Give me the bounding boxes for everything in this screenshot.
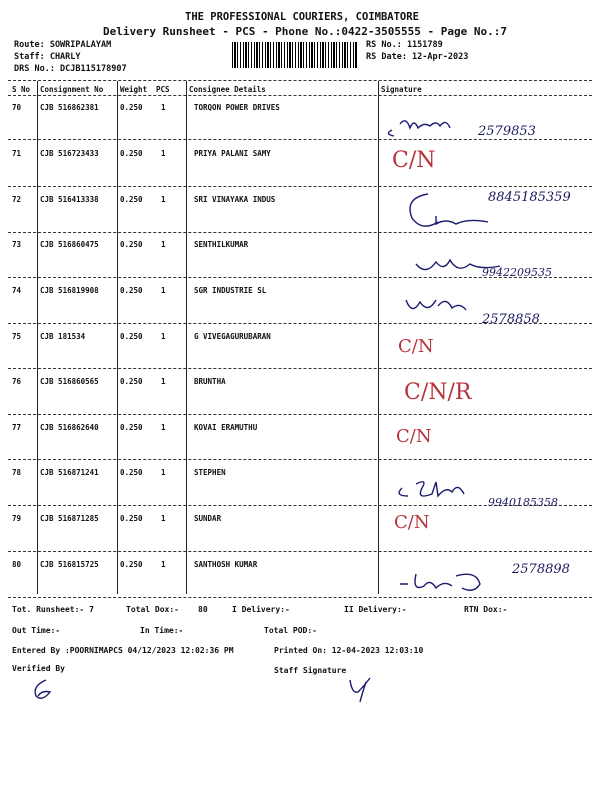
staff-signature: Staff Signature (274, 666, 347, 675)
row-pcs: 1 (161, 377, 166, 386)
total-dox-value: 80 (198, 605, 208, 614)
row-consignee: PRIYA PALANI SAMY (194, 149, 271, 158)
row-sno: 80 (12, 560, 22, 569)
row-consignee: TORQON POWER DRIVES (194, 103, 280, 112)
col-weight: Weight (120, 85, 148, 94)
row-consignment: CJB 516871285 (40, 514, 99, 523)
in-time: In Time:- (140, 626, 184, 635)
row-pcs: 1 (161, 286, 166, 295)
row-consignee: SENTHILKUMAR (194, 240, 249, 249)
row-consignee: SANTHOSH KUMAR (194, 560, 258, 569)
tot-runsheet: Tot. Runsheet:- 7 (12, 605, 94, 614)
row-sno: 70 (12, 103, 22, 112)
rtn-dox: RTN Dox:- (464, 605, 508, 614)
row-consignee: SUNDAR (194, 514, 222, 523)
company-title: THE PROFESSIONAL COURIERS, COIMBATORE (185, 11, 419, 23)
handwritten-phone-72: 8845185359 (488, 190, 571, 205)
row-sno: 79 (12, 514, 22, 523)
row-weight: 0.250 (120, 514, 143, 523)
handwritten-phone-78: 9940185358 (488, 496, 558, 509)
handwritten-cin-71: C/N (392, 148, 436, 173)
row-pcs: 1 (161, 423, 166, 432)
col-consignment: Consignment No (40, 85, 104, 94)
row-sno: 78 (12, 468, 22, 477)
row-sno: 71 (12, 149, 22, 158)
handwritten-phone-70: 2579853 (478, 124, 536, 139)
drs-number: DRS No.: DCJB115178907 (14, 64, 127, 74)
col-pcs: PCS (156, 85, 170, 94)
staff: Staff: CHARLY (14, 52, 81, 62)
row-consignment: CJB 516871241 (40, 468, 99, 477)
row-weight: 0.250 (120, 377, 143, 386)
row-consignment: CJB 516723433 (40, 149, 99, 158)
signature-70 (380, 112, 480, 142)
ii-delivery: II Delivery:- (344, 605, 407, 614)
row-pcs: 1 (161, 195, 166, 204)
row-consignment: CJB 516860565 (40, 377, 99, 386)
row-sno: 74 (12, 286, 22, 295)
row-consignment: CJB 516413338 (40, 195, 99, 204)
row-sno: 73 (12, 240, 22, 249)
row-weight: 0.250 (120, 149, 143, 158)
row-consignment: CJB 516862640 (40, 423, 99, 432)
row-weight: 0.250 (120, 468, 143, 477)
barcode (232, 42, 358, 68)
verified-by: Verified By (12, 664, 65, 673)
row-consignee: KOVAI ERAMUTHU (194, 423, 258, 432)
col-sno: S No (12, 85, 31, 94)
row-weight: 0.250 (120, 240, 143, 249)
row-sno: 77 (12, 423, 22, 432)
row-weight: 0.250 (120, 195, 143, 204)
handwritten-phone-73: 9942209535 (482, 266, 552, 279)
signature-80 (396, 566, 506, 596)
handwritten-cin-76: C/N/R (404, 380, 472, 405)
row-pcs: 1 (161, 103, 166, 112)
out-time: Out Time:- (12, 626, 61, 635)
row-sno: 76 (12, 377, 22, 386)
signature-74 (402, 290, 482, 320)
row-consignment: CJB 516815725 (40, 560, 99, 569)
staff-signature-mark (344, 672, 384, 706)
total-pod: Total POD:- (264, 626, 317, 635)
handwritten-cin-75: C/N (398, 336, 434, 357)
route: Route: SOWRIPALAYAM (14, 40, 112, 50)
row-pcs: 1 (161, 149, 166, 158)
row-consignment: CJB 181534 (40, 332, 86, 341)
entered-by: Entered By :POORNIMAPCS 04/12/2023 12:02:36 PM (12, 646, 234, 655)
handwritten-cin-77: C/N (396, 426, 432, 447)
row-pcs: 1 (161, 468, 166, 477)
row-consignee: SRI VINAYAKA INDUS (194, 195, 276, 204)
rs-number: RS No.: 1151789 (366, 40, 443, 50)
signature-78 (392, 474, 492, 504)
col-signature: Signature (381, 85, 422, 94)
row-sno: 72 (12, 195, 22, 204)
row-pcs: 1 (161, 560, 166, 569)
runsheet-subtitle: Delivery Runsheet - PCS - Phone No.:0422-3505555 - Page No.:7 (103, 25, 507, 38)
row-consignment: CJB 516860475 (40, 240, 99, 249)
row-consignee: SGR INDUSTRIE SL (194, 286, 267, 295)
row-consignee: G VIVEGAGURUBARAN (194, 332, 271, 341)
total-dox-label: Total Dox:- (126, 605, 179, 614)
row-weight: 0.250 (120, 332, 143, 341)
row-weight: 0.250 (120, 103, 143, 112)
row-sno: 75 (12, 332, 22, 341)
row-weight: 0.250 (120, 286, 143, 295)
i-delivery: I Delivery:- (232, 605, 290, 614)
row-consignment: CJB 516819908 (40, 286, 99, 295)
row-weight: 0.250 (120, 560, 143, 569)
row-weight: 0.250 (120, 423, 143, 432)
row-pcs: 1 (161, 240, 166, 249)
row-consignee: STEPHEN (194, 468, 226, 477)
verified-signature (28, 676, 58, 702)
printed-on: Printed On: 12-04-2023 12:03:10 (274, 646, 424, 655)
rs-date: RS Date: 12-Apr-2023 (366, 52, 469, 62)
col-consignee: Consignee Details (189, 85, 266, 94)
row-consignment: CJB 516862381 (40, 103, 99, 112)
handwritten-phone-80: 2578898 (512, 562, 570, 577)
handwritten-cin-79: C/N (394, 512, 430, 533)
handwritten-phone-74: 2578858 (482, 312, 540, 327)
row-pcs: 1 (161, 332, 166, 341)
row-consignee: BRUNTHA (194, 377, 226, 386)
row-pcs: 1 (161, 514, 166, 523)
